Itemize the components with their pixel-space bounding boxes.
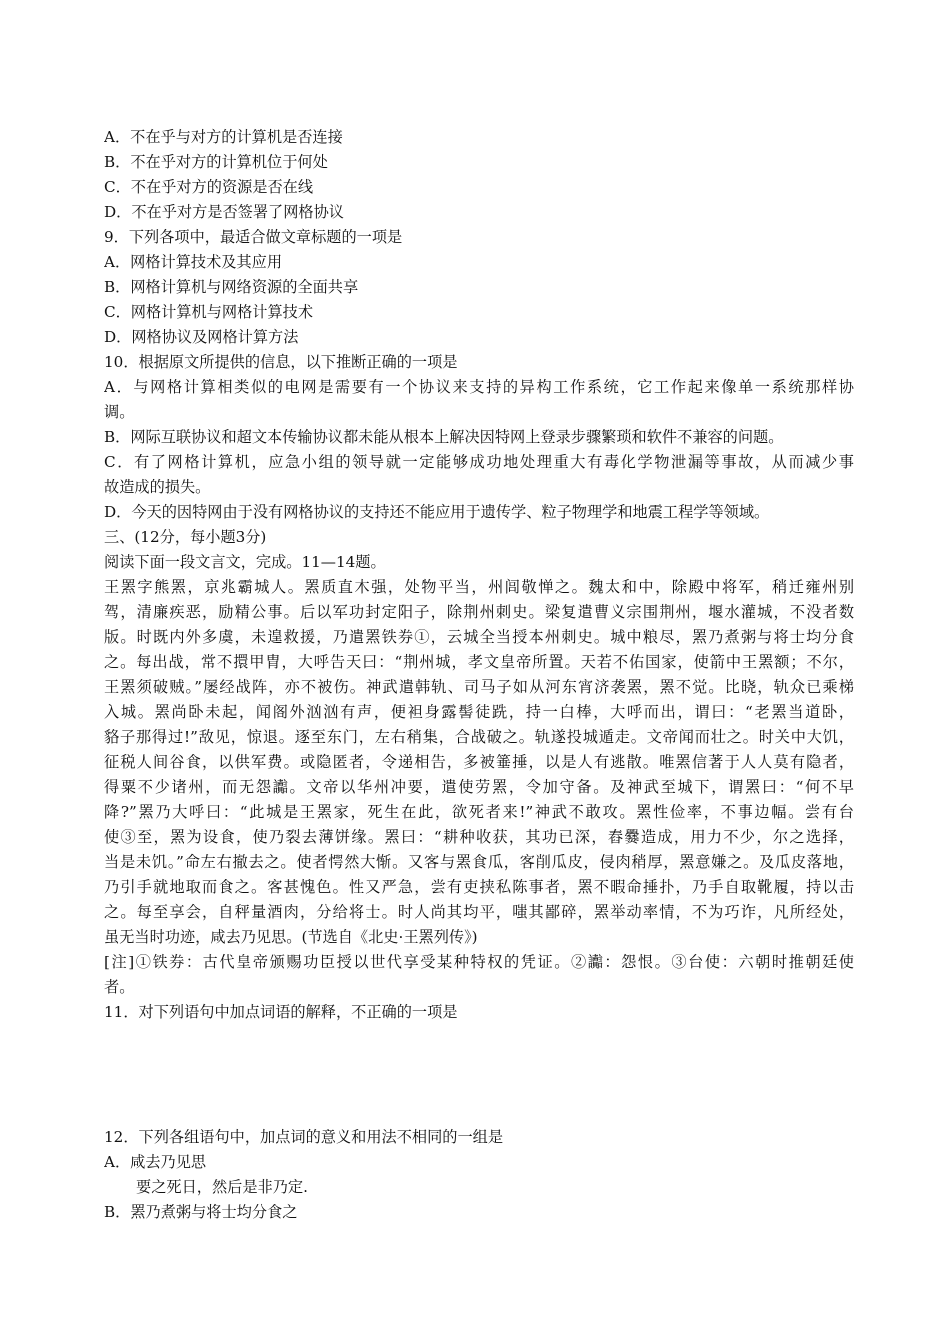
q12-option-a-sub: 要之死日，然后是非乃定. — [136, 1178, 308, 1196]
q8-option-c: C．不在乎对方的资源是否在线 — [104, 178, 314, 196]
q8-option-d: D．不在乎对方是否签署了网格协议 — [104, 203, 344, 221]
q9-option-b: B．网格计算机与网络资源的全面共享 — [104, 278, 359, 296]
q10-option-a-line: A．与网格计算相类似的电网是需要有一个协议来支持的异构工作系统，它工作起来像单一系统那样协 — [104, 378, 854, 396]
q10-stem: 10．根据原文所提供的信息，以下推断正确的一项是 — [104, 353, 458, 371]
section3-heading: 三、(12分，每小题3分) — [104, 528, 267, 546]
q8-option-b: B．不在乎对方的计算机位于何处 — [104, 153, 328, 171]
q12-stem: 12．下列各组语句中，加点词的意义和用法不相同的一组是 — [104, 1128, 504, 1146]
q9-option-d: D．网格协议及网格计算方法 — [104, 328, 299, 346]
q9-option-a: A．网格计算技术及其应用 — [104, 253, 283, 271]
q10-option-b: B．网际互联协议和超文本传输协议都未能从根本上解决因特网上登录步骤繁琐和软件不兼容的问题。 — [104, 428, 784, 446]
q12-option-b: B．罴乃煮粥与将士均分食之 — [104, 1203, 298, 1221]
passage-line-source: 虽无当时功迹，咸去乃见思。(节选自《北史·王罴列传》) — [104, 928, 478, 946]
passage-line: 得粟不少诸州，而无怨讟。文帝以华州冲要，遣使劳罴，令加守备。及神武至城下，谓罴曰：“何不早 — [104, 778, 854, 796]
q10-option-d: D．今天的因特网由于没有网格协议的支持还不能应用于遗传学、粒子物理学和地震工程学等领域。 — [104, 503, 770, 521]
q8-option-a: A．不在乎与对方的计算机是否连接 — [104, 128, 343, 146]
passage-line: 之。每至享会，自秤量酒肉，分给将士。时人尚其均平，嗤其鄙碎，罴举动率情，不为巧诈，凡所经处， — [104, 903, 854, 921]
passage-line: 降?”罴乃大呼曰：“此城是王罴家，死生在此，欲死者来!”神武不敢攻。罴性俭率，不事边幅。尝有台 — [104, 803, 854, 821]
passage-line: 征税人间谷食，以供军费。或隐匿者，令递相告，多被箠捶，以是人有逃散。唯罴信著于人人莫有隐者， — [104, 753, 854, 771]
q10-option-c-line: C．有了网格计算机，应急小组的领导就一定能够成功地处理重大有毒化学物泄漏等事故，从而减少事 — [104, 453, 854, 471]
passage-line: 版。时既内外多虞，未遑救援，乃遣罴铁券①，云城全当授本州刺史。城中粮尽，罴乃煮粥与将士均分食 — [104, 628, 854, 646]
passage-line: 乃引手就地取而食之。客甚愧色。性又严急，尝有吏挟私陈事者，罴不暇命捶扑，乃手自取靴履，持以击 — [104, 878, 854, 896]
q11-stem: 11．对下列语句中加点词语的解释，不正确的一项是 — [104, 1003, 458, 1021]
q10-option-a-line: 调。 — [104, 403, 135, 421]
section3-instruction: 阅读下面一段文言文，完成。11—14题。 — [104, 553, 386, 571]
q10-option-c-line: 故造成的损失。 — [104, 478, 211, 496]
notes-line: 者。 — [104, 978, 135, 996]
passage-line: 入城。罴尚卧未起，闻阁外汹汹有声，便袒身露髻徒跣，持一白棒，大呼而出，谓曰：“老罴当道卧， — [104, 703, 854, 721]
passage-line: 当是未饥。”命左右撤去之。使者愕然大惭。又客与罴食瓜，客削瓜皮，侵肉稍厚，罴意嫌之。及瓜皮落地， — [104, 853, 854, 871]
q9-stem: 9．下列各项中，最适合做文章标题的一项是 — [104, 228, 403, 246]
passage-line: 使③至，罴为设食，使乃裂去薄饼缘。罴曰：“耕种收获，其功已深，舂爨造成，用力不少，尔之选择， — [104, 828, 854, 846]
passage-line: 王罴须破贼。”屡经战阵，亦不被伤。神武遣韩轨、司马子如从河东宵济袭罴，罴不觉。比晓，轨众已乘梯 — [104, 678, 854, 696]
q9-option-c: C．网格计算机与网格计算技术 — [104, 303, 314, 321]
passage-line: 王罴字熊罴，京兆霸城人。罴质直木强，处物平当，州闾敬惮之。魏太和中，除殿中将军，稍迁雍州别 — [104, 578, 854, 596]
passage-line: 貉子那得过!”敌见，惊退。逐至东门，左右稍集，合战破之。轨遂投城遁走。文帝闻而壮之。时关中大饥， — [104, 728, 854, 746]
q12-option-a: A．咸去乃见思 — [104, 1153, 207, 1171]
passage-line: 驾，清廉疾恶，励精公事。后以军功封定阳子，除荆州刺史。梁复遣曹义宗围荆州，堰水灌城，不没者数 — [104, 603, 854, 621]
notes-line: [注]①铁券：古代皇帝颁赐功臣授以世代享受某种特权的凭证。②讟：怨恨。③台使：六朝时推朝廷使 — [104, 953, 854, 971]
passage-line: 之。每出战，常不擐甲胄，大呼告天曰：“荆州城，孝文皇帝所置。天若不佑国家，使箭中王罴额；不尔， — [104, 653, 854, 671]
